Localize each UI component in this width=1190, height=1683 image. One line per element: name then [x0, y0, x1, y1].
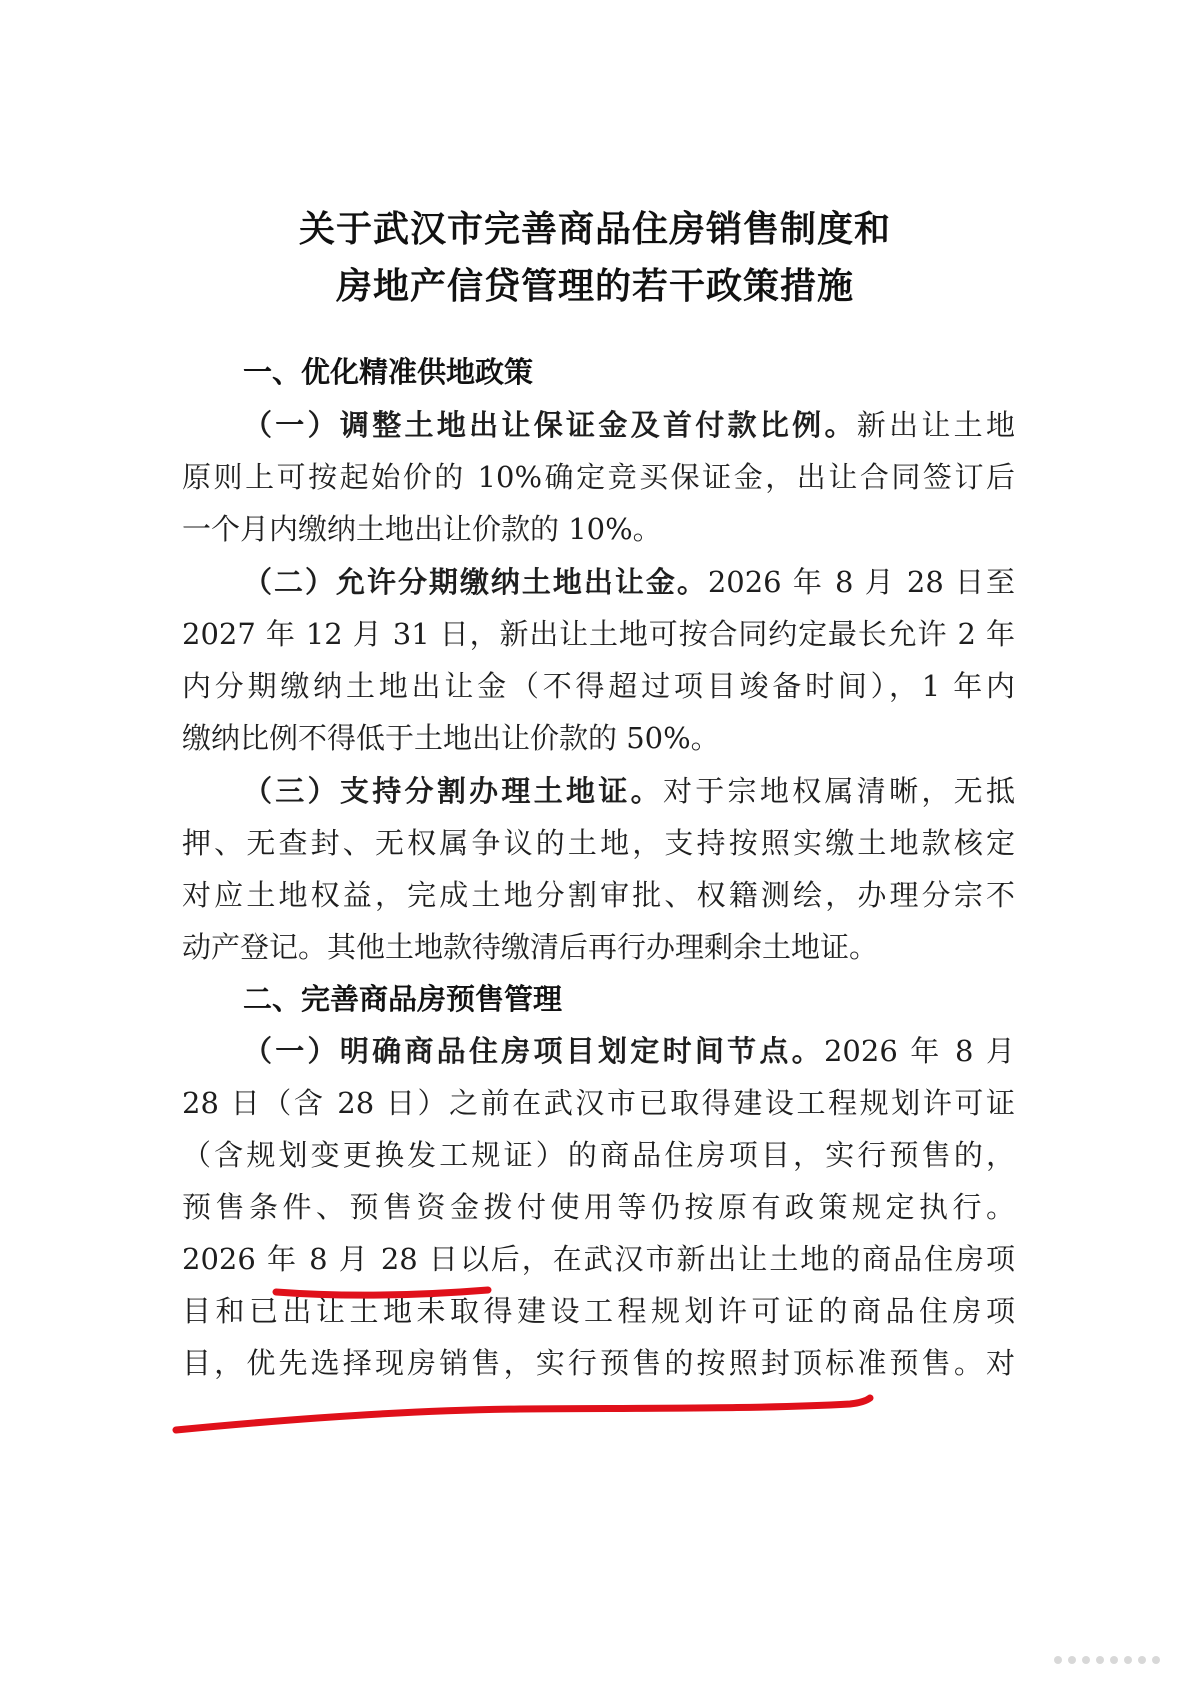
paragraph-line: 动产登记。其他土地款待缴清后再行办理剩余土地证。 — [182, 930, 879, 964]
item-text: 对于宗地权属清晰，无抵 — [662, 774, 1015, 808]
paragraph-line: 押、无查封、无权属争议的土地，支持按照实缴土地款核定 — [182, 826, 1015, 860]
paragraph-line — [243, 557, 1015, 607]
paragraph-line: 2027 年 12 月 31 日，新出让土地可按合同约定最长允许 2 年 — [182, 617, 1015, 651]
item-label: （一）调整土地出让保证金及首付款比例。 — [243, 408, 857, 442]
paragraph-line: 原则上可按起始价的 10%确定竞买保证金，出让合同签订后 — [182, 460, 1015, 494]
item-label: （二）允许分期缴纳土地出让金。 — [243, 565, 708, 599]
paragraph-line: 对应土地权益，完成土地分割审批、权籍测绘，办理分宗不 — [182, 878, 1015, 912]
paragraph-line: 一个月内缴纳土地出让价款的 10%。 — [182, 512, 662, 546]
red-underline-long — [176, 1398, 870, 1430]
paragraph-line: （含规划变更换发工规证）的商品住房项目，实行预售的， — [182, 1138, 1015, 1172]
item-label: （三）支持分割办理土地证。 — [243, 774, 663, 808]
paragraph-line: 预售条件、预售资金拨付使用等仍按原有政策规定执行。 — [182, 1190, 1015, 1224]
paragraph-line — [243, 400, 1015, 450]
paragraph-line: 28 日（含 28 日）之前在武汉市已取得建设工程规划许可证 — [182, 1086, 1015, 1120]
paragraph-line — [243, 766, 1015, 816]
item-text: 2026 年 8 月 28 日至 — [707, 565, 1015, 599]
item-label: （一）明确商品住房项目划定时间节点。 — [243, 1034, 824, 1068]
section-1-heading: 一、优化精准供地政策 — [243, 355, 534, 389]
section-2-heading: 二、完善商品房预售管理 — [243, 982, 563, 1016]
paragraph-line — [243, 1026, 1015, 1076]
document-title-line-1: 关于武汉市完善商品住房销售制度和 — [298, 209, 891, 250]
paragraph-line: 目，优先选择现房销售，实行预售的按照封顶标准预售。对 — [182, 1346, 1015, 1380]
item-text: 新出让土地 — [856, 408, 1015, 442]
item-text: 2026 年 8 月 — [823, 1034, 1015, 1068]
document-title-line-2: 房地产信贷管理的若干政策措施 — [335, 266, 854, 307]
paragraph-line: 目和已出让土地未取得建设工程规划许可证的商品住房项 — [182, 1294, 1015, 1328]
paragraph-line: 2026 年 8 月 28 日以后，在武汉市新出让土地的商品住房项 — [182, 1242, 1015, 1276]
paragraph-line: 内分期缴纳土地出让金（不得超过项目竣备时间），1 年内 — [182, 669, 1015, 703]
watermark-dots-icon — [1048, 1647, 1168, 1673]
paragraph-line: 缴纳比例不得低于土地出让价款的 50%。 — [182, 721, 720, 755]
